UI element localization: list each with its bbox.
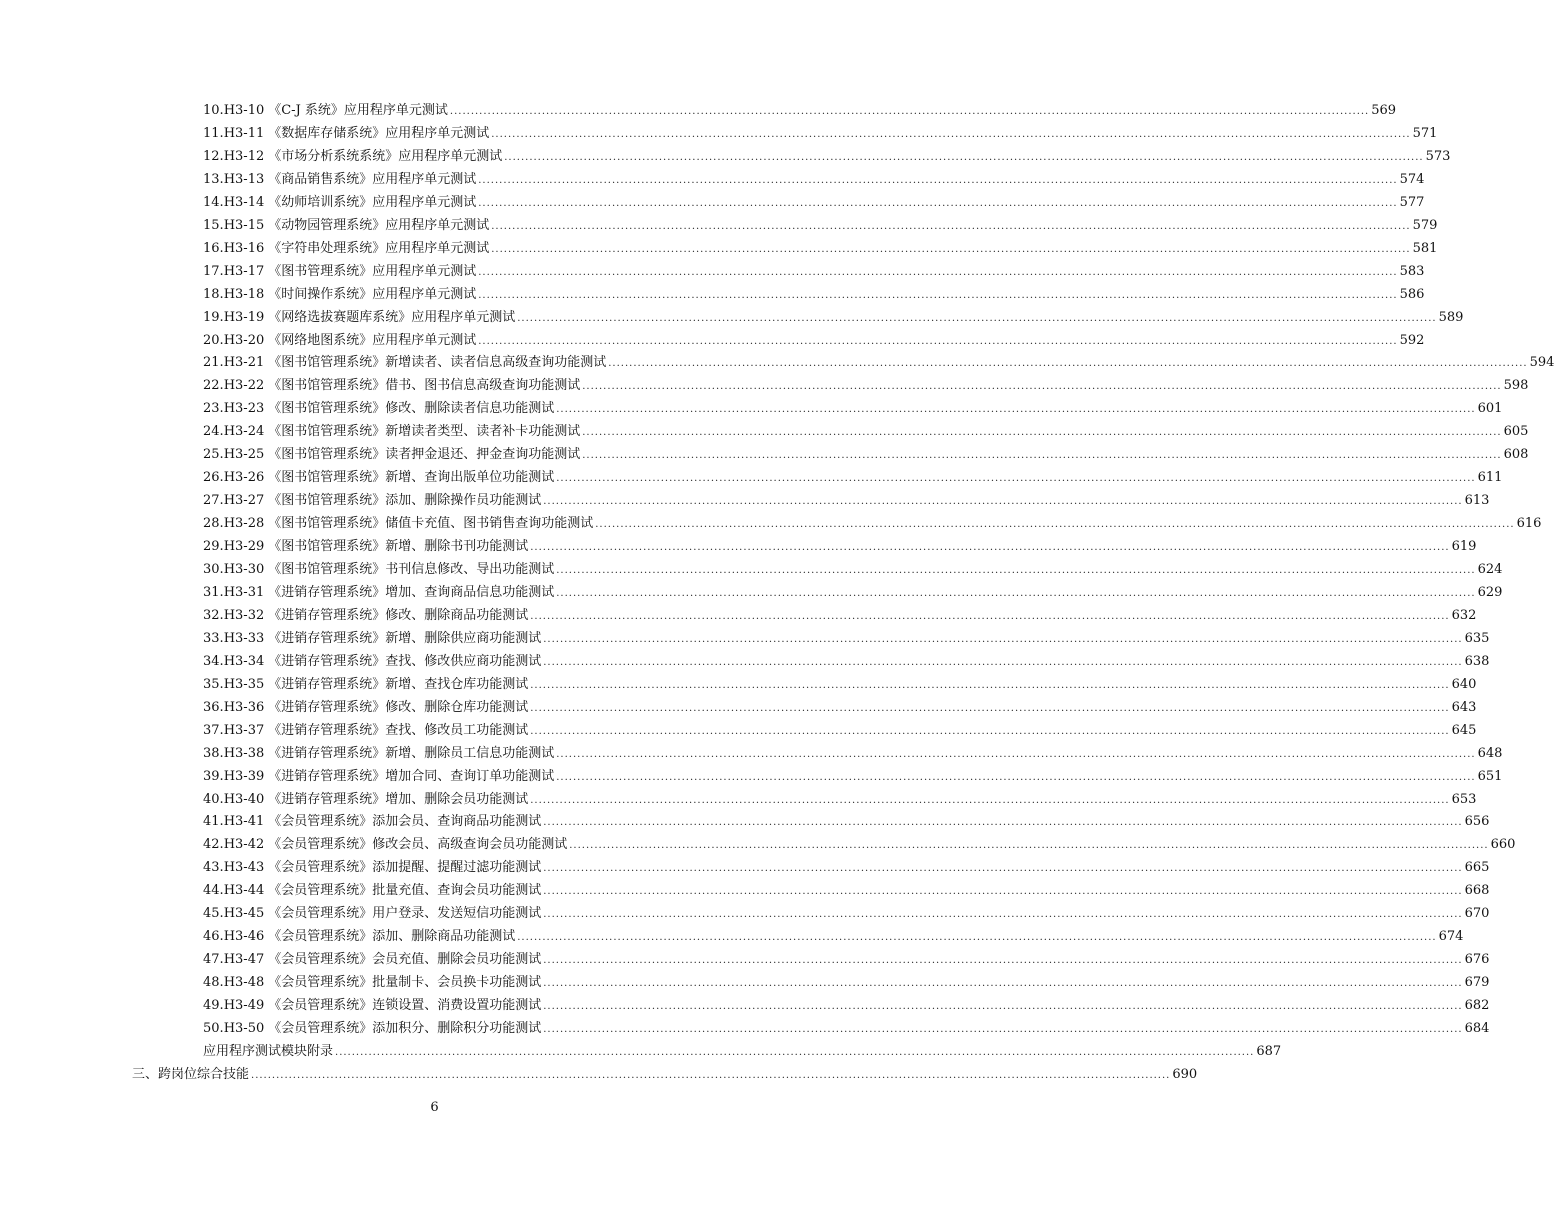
toc-entry-code: H3-41 bbox=[223, 814, 265, 829]
toc-entry-number: 30. bbox=[203, 562, 224, 577]
toc-entry-number: 29. bbox=[203, 539, 224, 554]
toc-entry-page: 569 bbox=[1371, 103, 1397, 118]
toc-entry-number: 39. bbox=[203, 769, 224, 784]
toc-entry-code: H3-45 bbox=[223, 906, 265, 921]
toc-leader-dots: ............................................................................................................................................................................................................................ bbox=[582, 450, 1502, 461]
toc-entry-number: 33. bbox=[203, 631, 224, 646]
toc-entry-page: 676 bbox=[1464, 952, 1490, 967]
toc-entry[interactable] bbox=[203, 493, 1490, 510]
toc-entry[interactable] bbox=[203, 126, 1438, 143]
toc-entry-title: 《图书馆管理系统》书刊信息修改、导出功能测试 bbox=[268, 562, 555, 577]
toc-entry-number: 35. bbox=[203, 677, 224, 692]
toc-entry-page: 653 bbox=[1451, 792, 1477, 807]
toc-entry[interactable] bbox=[203, 103, 1397, 120]
toc-entry[interactable] bbox=[203, 814, 1490, 831]
toc-leader-dots: ............................................................................................................................................................................................................................ bbox=[491, 129, 1411, 140]
toc-entry-page: 640 bbox=[1451, 677, 1477, 692]
toc-entry-number: 23. bbox=[203, 401, 224, 416]
toc-entry-number: 15. bbox=[203, 218, 224, 233]
toc-entry-title: 《图书馆管理系统》读者押金退还、押金查询功能测试 bbox=[268, 447, 581, 462]
toc-entry-code: H3-36 bbox=[223, 700, 265, 715]
toc-entry-code: H3-13 bbox=[223, 172, 265, 187]
toc-leader-dots: ............................................................................................................................................................................................................................ bbox=[478, 290, 1398, 301]
toc-entry-page: 611 bbox=[1477, 470, 1503, 485]
toc-entry-title: 《时间操作系统》应用程序单元测试 bbox=[268, 287, 477, 302]
toc-entry-code: H3-49 bbox=[223, 998, 265, 1013]
toc-leader-dots: ............................................................................................................................................................................................................................ bbox=[530, 703, 1450, 714]
toc-entry-number: 43. bbox=[203, 860, 224, 875]
toc-leader-dots: ............................................................................................................................................................................................................................ bbox=[449, 106, 1370, 117]
toc-entry-title: 《进销存管理系统》新增、删除员工信息功能测试 bbox=[268, 746, 555, 761]
toc-leader-dots: ............................................................................................................................................................................................................................ bbox=[478, 267, 1398, 278]
toc-entry-number: 10. bbox=[203, 103, 224, 118]
toc-entry-title: 《动物园管理系统》应用程序单元测试 bbox=[268, 218, 490, 233]
toc-entry-title: 《图书馆管理系统》修改、删除读者信息功能测试 bbox=[268, 401, 555, 416]
toc-entry-number: 36. bbox=[203, 700, 224, 715]
toc-entry-title: 《网络选拔赛题库系统》应用程序单元测试 bbox=[268, 310, 516, 325]
toc-entry[interactable] bbox=[203, 952, 1490, 969]
toc-entry-page: 670 bbox=[1464, 906, 1490, 921]
toc-entry-code: H3-15 bbox=[223, 218, 265, 233]
toc-leader-dots: ............................................................................................................................................................................................................................ bbox=[543, 909, 1463, 920]
toc-leader-dots: ............................................................................................................................................................................................................................ bbox=[543, 634, 1463, 645]
toc-entry[interactable] bbox=[203, 677, 1477, 694]
toc-entry-title: 《会员管理系统》用户登录、发送短信功能测试 bbox=[268, 906, 542, 921]
toc-leader-dots: ............................................................................................................................................................................................................................ bbox=[543, 863, 1463, 874]
toc-entry-number: 27. bbox=[203, 493, 224, 508]
toc-entry-number: 21. bbox=[203, 355, 224, 370]
toc-entry-page: 682 bbox=[1464, 998, 1490, 1013]
toc-entry-page: 589 bbox=[1438, 310, 1464, 325]
toc-leader-dots: ............................................................................................................................................................................................................................ bbox=[530, 680, 1450, 691]
toc-entry[interactable] bbox=[203, 401, 1503, 418]
toc-section[interactable] bbox=[132, 1067, 1198, 1084]
toc-entry[interactable] bbox=[203, 631, 1490, 648]
toc-leader-dots: ............................................................................................................................................................................................................................ bbox=[543, 955, 1463, 966]
toc-entry-page: 598 bbox=[1503, 378, 1529, 393]
toc-entry-title: 《会员管理系统》连锁设置、消费设置功能测试 bbox=[268, 998, 542, 1013]
toc-entry-page: 665 bbox=[1464, 860, 1490, 875]
toc-entry[interactable] bbox=[203, 654, 1490, 671]
toc-appendix[interactable] bbox=[203, 1044, 1282, 1061]
toc-entry[interactable] bbox=[203, 470, 1503, 487]
toc-entry[interactable] bbox=[203, 424, 1529, 441]
toc-leader-dots: ............................................................................................................................................................................................................................ bbox=[491, 221, 1411, 232]
toc-entry-title: 《进销存管理系统》新增、查找仓库功能测试 bbox=[268, 677, 529, 692]
toc-leader-dots: ............................................................................................................................................................................................................................ bbox=[517, 313, 1437, 324]
toc-leader-dots: ............................................................................................................................................................................................................................ bbox=[595, 519, 1515, 530]
toc-entry[interactable] bbox=[203, 906, 1490, 923]
toc-leader-dots: ............................................................................................................................................................................................................................ bbox=[582, 427, 1502, 438]
toc-leader-dots: ............................................................................................................................................................................................................................ bbox=[556, 772, 1476, 783]
toc-entry-number: 47. bbox=[203, 952, 224, 967]
toc-entry-number: 31. bbox=[203, 585, 224, 600]
toc-entry-code: H3-16 bbox=[223, 241, 265, 256]
toc-entry-number: 32. bbox=[203, 608, 224, 623]
toc-leader-dots: ............................................................................................................................................................................................................................ bbox=[517, 932, 1437, 943]
toc-entry[interactable] bbox=[203, 700, 1477, 717]
toc-entry-page: 619 bbox=[1451, 539, 1477, 554]
toc-entry-page: 583 bbox=[1399, 264, 1425, 279]
toc-leader-dots: ............................................................................................................................................................................................................................ bbox=[530, 542, 1450, 553]
toc-entry-page: 616 bbox=[1516, 516, 1542, 531]
toc-entry-page: 651 bbox=[1477, 769, 1503, 784]
toc-entry-number: 24. bbox=[203, 424, 224, 439]
toc-entry-page: 648 bbox=[1477, 746, 1503, 761]
toc-entry-title: 《会员管理系统》添加积分、删除积分功能测试 bbox=[268, 1021, 542, 1036]
toc-entry-code: H3-21 bbox=[223, 355, 265, 370]
toc-entry-title: 《会员管理系统》批量充值、查询会员功能测试 bbox=[268, 883, 542, 898]
toc-entry-title: 《会员管理系统》批量制卡、会员换卡功能测试 bbox=[268, 975, 542, 990]
toc-entry-number: 49. bbox=[203, 998, 224, 1013]
toc-entry[interactable] bbox=[203, 539, 1477, 556]
toc-entry-page: 601 bbox=[1477, 401, 1503, 416]
toc-entry-number: 13. bbox=[203, 172, 224, 187]
toc-entry-code: H3-32 bbox=[223, 608, 265, 623]
toc-entry-title: 《会员管理系统》修改会员、高级查询会员功能测试 bbox=[268, 837, 568, 852]
toc-entry-title: 《网络地图系统》应用程序单元测试 bbox=[268, 333, 477, 348]
toc-entry[interactable] bbox=[203, 769, 1503, 786]
toc-entry[interactable] bbox=[203, 264, 1425, 281]
toc-entry-title: 《进销存管理系统》查找、修改员工功能测试 bbox=[268, 723, 529, 738]
toc-entry[interactable] bbox=[203, 333, 1425, 350]
toc-entry-number: 22. bbox=[203, 378, 224, 393]
toc-leader-dots: ............................................................................................................................................................................................................................ bbox=[478, 336, 1398, 347]
toc-entry-number: 46. bbox=[203, 929, 224, 944]
toc-entry-page: 586 bbox=[1399, 287, 1425, 302]
toc-leader-dots: ............................................................................................................................................................................................................................ bbox=[478, 175, 1398, 186]
toc-entry-code: H3-44 bbox=[223, 883, 265, 898]
toc-entry-number: 41. bbox=[203, 814, 224, 829]
toc-entry[interactable] bbox=[203, 975, 1490, 992]
toc-entry-title: 《幼师培训系统》应用程序单元测试 bbox=[268, 195, 477, 210]
toc-entry-code: H3-24 bbox=[223, 424, 265, 439]
toc-entry-code: H3-26 bbox=[223, 470, 265, 485]
toc-entry-title: 《会员管理系统》会员充值、删除会员功能测试 bbox=[268, 952, 542, 967]
toc-entry-title: 三、跨岗位综合技能 bbox=[132, 1067, 250, 1082]
toc-entry-page: 608 bbox=[1503, 447, 1529, 462]
toc-entry-code: H3-25 bbox=[223, 447, 265, 462]
toc-entry-page: 605 bbox=[1503, 424, 1529, 439]
toc-entry-code: H3-20 bbox=[223, 333, 265, 348]
toc-entry-number: 50. bbox=[203, 1021, 224, 1036]
toc-entry-number: 14. bbox=[203, 195, 224, 210]
toc-entry-code: H3-31 bbox=[223, 585, 265, 600]
toc-leader-dots: ............................................................................................................................................................................................................................ bbox=[556, 565, 1476, 576]
toc-entry-page: 613 bbox=[1464, 493, 1490, 508]
toc-entry-code: H3-33 bbox=[223, 631, 265, 646]
toc-entry[interactable] bbox=[203, 241, 1438, 258]
toc-entry[interactable] bbox=[203, 723, 1477, 740]
toc-entry-title: 《会员管理系统》添加会员、查询商品功能测试 bbox=[268, 814, 542, 829]
toc-entry-page: 592 bbox=[1399, 333, 1425, 348]
toc-entry-code: H3-46 bbox=[223, 929, 265, 944]
toc-entry-number: 20. bbox=[203, 333, 224, 348]
toc-entry[interactable] bbox=[203, 746, 1503, 763]
toc-entry-number: 25. bbox=[203, 447, 224, 462]
toc-entry-title: 《进销存管理系统》查找、修改供应商功能测试 bbox=[268, 654, 542, 669]
toc-leader-dots: ............................................................................................................................................................................................................................ bbox=[491, 244, 1411, 255]
toc-entry-code: H3-12 bbox=[223, 149, 265, 164]
toc-entry-code: H3-14 bbox=[223, 195, 265, 210]
toc-entry-number: 45. bbox=[203, 906, 224, 921]
toc-entry-code: H3-40 bbox=[223, 792, 265, 807]
toc-entry-page: 629 bbox=[1477, 585, 1503, 600]
toc-entry-number: 19. bbox=[203, 310, 224, 325]
toc-entry-page: 579 bbox=[1412, 218, 1438, 233]
toc-leader-dots: ............................................................................................................................................................................................................................ bbox=[543, 886, 1463, 897]
toc-entry-page: 574 bbox=[1399, 172, 1425, 187]
toc-entry-page: 573 bbox=[1425, 149, 1451, 164]
toc-entry[interactable] bbox=[203, 378, 1529, 395]
toc-entry-code: H3-18 bbox=[223, 287, 265, 302]
toc-leader-dots: ............................................................................................................................................................................................................................ bbox=[556, 404, 1476, 415]
toc-entry[interactable] bbox=[203, 287, 1425, 304]
toc-leader-dots: ............................................................................................................................................................................................................................ bbox=[543, 1001, 1463, 1012]
toc-entry-title: 《图书管理系统》应用程序单元测试 bbox=[268, 264, 477, 279]
toc-entry-number: 12. bbox=[203, 149, 224, 164]
toc-entry-title: 《字符串处理系统》应用程序单元测试 bbox=[268, 241, 490, 256]
toc-entry-code: H3-11 bbox=[223, 126, 265, 141]
toc-entry[interactable] bbox=[203, 447, 1529, 464]
toc-leader-dots: ............................................................................................................................................................................................................................ bbox=[530, 611, 1450, 622]
toc-entry-code: H3-47 bbox=[223, 952, 265, 967]
toc-entry-code: H3-42 bbox=[223, 837, 265, 852]
toc-entry-page: 687 bbox=[1256, 1044, 1282, 1059]
toc-entry-page: 674 bbox=[1438, 929, 1464, 944]
toc-entry-title: 应用程序测试模块附录 bbox=[203, 1044, 334, 1059]
toc-entry[interactable] bbox=[203, 195, 1425, 212]
toc-entry[interactable] bbox=[203, 792, 1477, 809]
toc-entry[interactable] bbox=[203, 516, 1542, 533]
toc-leader-dots: ............................................................................................................................................................................................................................ bbox=[251, 1070, 1171, 1081]
toc-entry-page: 638 bbox=[1464, 654, 1490, 669]
toc-entry-number: 37. bbox=[203, 723, 224, 738]
toc-leader-dots: ............................................................................................................................................................................................................................ bbox=[504, 152, 1424, 163]
toc-entry-code: H3-34 bbox=[223, 654, 265, 669]
toc-entry-title: 《图书馆管理系统》新增读者类型、读者补卡功能测试 bbox=[268, 424, 581, 439]
toc-leader-dots: ............................................................................................................................................................................................................................ bbox=[543, 817, 1463, 828]
toc-leader-dots: ............................................................................................................................................................................................................................ bbox=[608, 358, 1528, 369]
toc-entry[interactable] bbox=[203, 149, 1451, 166]
toc-entry-number: 38. bbox=[203, 746, 224, 761]
toc-entry[interactable] bbox=[203, 172, 1425, 189]
toc-leader-dots: ............................................................................................................................................................................................................................ bbox=[556, 588, 1476, 599]
toc-entry-page: 668 bbox=[1464, 883, 1490, 898]
toc-entry-title: 《进销存管理系统》增加合同、查询订单功能测试 bbox=[268, 769, 555, 784]
toc-entry-code: H3-50 bbox=[223, 1021, 265, 1036]
toc-entry-number: 42. bbox=[203, 837, 224, 852]
toc-entry-code: H3-17 bbox=[223, 264, 265, 279]
toc-entry-code: H3-30 bbox=[223, 562, 265, 577]
toc-leader-dots: ............................................................................................................................................................................................................................ bbox=[530, 726, 1450, 737]
toc-leader-dots: ............................................................................................................................................................................................................................ bbox=[335, 1047, 1255, 1058]
toc-entry-title: 《进销存管理系统》新增、删除供应商功能测试 bbox=[268, 631, 542, 646]
toc-entry-page: 577 bbox=[1399, 195, 1425, 210]
toc-entry-title: 《图书馆管理系统》新增、删除书刊功能测试 bbox=[268, 539, 529, 554]
toc-entry-title: 《数据库存储系统》应用程序单元测试 bbox=[268, 126, 490, 141]
toc-entry-code: H3-39 bbox=[223, 769, 265, 784]
toc-entry-number: 18. bbox=[203, 287, 224, 302]
toc-entry-title: 《图书馆管理系统》新增读者、读者信息高级查询功能测试 bbox=[268, 355, 607, 370]
toc-entry-page: 660 bbox=[1490, 837, 1516, 852]
toc-entry-number: 16. bbox=[203, 241, 224, 256]
toc-entry-page: 581 bbox=[1412, 241, 1438, 256]
toc-entry-number: 48. bbox=[203, 975, 224, 990]
toc-leader-dots: ............................................................................................................................................................................................................................ bbox=[556, 749, 1476, 760]
toc-entry-title: 《进销存管理系统》修改、删除商品功能测试 bbox=[268, 608, 529, 623]
toc-entry-number: 11. bbox=[203, 126, 224, 141]
toc-entry[interactable] bbox=[203, 562, 1503, 579]
toc-entry-code: H3-19 bbox=[223, 310, 265, 325]
toc-entry[interactable] bbox=[203, 310, 1464, 327]
toc-entry-page: 684 bbox=[1464, 1021, 1490, 1036]
toc-entry-title: 《进销存管理系统》增加、查询商品信息功能测试 bbox=[268, 585, 555, 600]
toc-entry-code: H3-28 bbox=[223, 516, 265, 531]
toc-entry-title: 《会员管理系统》添加、删除商品功能测试 bbox=[268, 929, 516, 944]
toc-entry-code: H3-48 bbox=[223, 975, 265, 990]
toc-entry[interactable] bbox=[203, 860, 1490, 877]
toc-entry-page: 594 bbox=[1529, 355, 1554, 370]
toc-entry-title: 《市场分析系统系统》应用程序单元测试 bbox=[268, 149, 503, 164]
toc-entry-title: 《图书馆管理系统》新增、查询出版单位功能测试 bbox=[268, 470, 555, 485]
toc-entry-code: H3-22 bbox=[223, 378, 265, 393]
toc-entry-code: H3-23 bbox=[223, 401, 265, 416]
toc-entry-title: 《图书馆管理系统》借书、图书信息高级查询功能测试 bbox=[268, 378, 581, 393]
toc-entry[interactable] bbox=[203, 608, 1477, 625]
toc-entry-title: 《C-J 系统》应用程序单元测试 bbox=[268, 103, 448, 118]
toc-entry-page: 643 bbox=[1451, 700, 1477, 715]
toc-entry-page: 656 bbox=[1464, 814, 1490, 829]
toc-leader-dots: ............................................................................................................................................................................................................................ bbox=[543, 978, 1463, 989]
toc-entry[interactable] bbox=[203, 585, 1503, 602]
toc-entry[interactable] bbox=[203, 837, 1516, 854]
toc-entry[interactable] bbox=[203, 1021, 1490, 1038]
toc-entry-code: H3-37 bbox=[223, 723, 265, 738]
toc-entry-page: 679 bbox=[1464, 975, 1490, 990]
toc-entry-number: 26. bbox=[203, 470, 224, 485]
toc-entry-code: H3-38 bbox=[223, 746, 265, 761]
toc-entry-code: H3-43 bbox=[223, 860, 265, 875]
toc-leader-dots: ............................................................................................................................................................................................................................ bbox=[582, 381, 1502, 392]
toc-entry-code: H3-35 bbox=[223, 677, 265, 692]
toc-leader-dots: ............................................................................................................................................................................................................................ bbox=[530, 795, 1450, 806]
toc-entry-code: H3-10 bbox=[223, 103, 265, 118]
toc-entry-number: 44. bbox=[203, 883, 224, 898]
toc-entry[interactable] bbox=[203, 929, 1464, 946]
toc-entry[interactable] bbox=[203, 883, 1490, 900]
toc-entry-title: 《进销存管理系统》增加、删除会员功能测试 bbox=[268, 792, 529, 807]
toc-entry-page: 645 bbox=[1451, 723, 1477, 738]
toc-entry-code: H3-29 bbox=[223, 539, 265, 554]
toc-leader-dots: ............................................................................................................................................................................................................................ bbox=[543, 496, 1463, 507]
toc-leader-dots: ............................................................................................................................................................................................................................ bbox=[556, 473, 1476, 484]
toc-entry-title: 《商品销售系统》应用程序单元测试 bbox=[268, 172, 477, 187]
toc-entry[interactable] bbox=[203, 998, 1490, 1015]
toc-leader-dots: ............................................................................................................................................................................................................................ bbox=[543, 1024, 1463, 1035]
toc-entry-page: 624 bbox=[1477, 562, 1503, 577]
toc-entry-page: 632 bbox=[1451, 608, 1477, 623]
toc-leader-dots: ............................................................................................................................................................................................................................ bbox=[569, 840, 1489, 851]
toc-entry-title: 《图书馆管理系统》储值卡充值、图书销售查询功能测试 bbox=[268, 516, 594, 531]
toc-entry-title: 《会员管理系统》添加提醒、提醒过滤功能测试 bbox=[268, 860, 542, 875]
page-number: 6 bbox=[430, 1100, 439, 1115]
toc-entry-number: 34. bbox=[203, 654, 224, 669]
toc-entry-title: 《进销存管理系统》修改、删除仓库功能测试 bbox=[268, 700, 529, 715]
toc-entry[interactable] bbox=[203, 355, 1554, 372]
toc-leader-dots: ............................................................................................................................................................................................................................ bbox=[478, 198, 1398, 209]
toc-entry-number: 28. bbox=[203, 516, 224, 531]
toc-entry-number: 17. bbox=[203, 264, 224, 279]
toc-entry-title: 《图书馆管理系统》添加、删除操作员功能测试 bbox=[268, 493, 542, 508]
toc-entry-number: 40. bbox=[203, 792, 224, 807]
toc-entry[interactable] bbox=[203, 218, 1438, 235]
toc-entry-page: 635 bbox=[1464, 631, 1490, 646]
toc-leader-dots: ............................................................................................................................................................................................................................ bbox=[543, 657, 1463, 668]
toc-entry-page: 690 bbox=[1172, 1067, 1198, 1082]
toc-entry-code: H3-27 bbox=[223, 493, 265, 508]
toc-entry-page: 571 bbox=[1412, 126, 1438, 141]
